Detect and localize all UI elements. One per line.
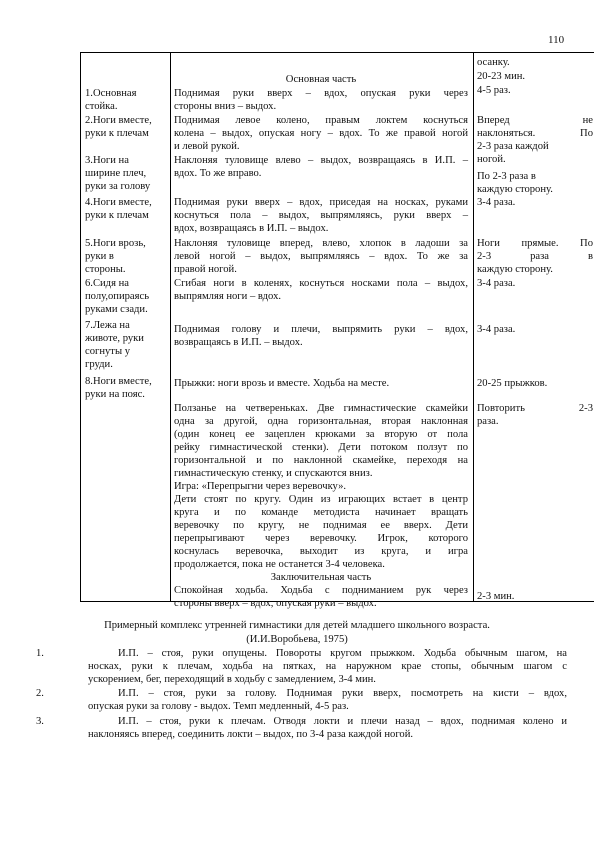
description-line: вдох, возвращаясь в И.П. – выдох. (174, 223, 329, 234)
dosage-line: каждую сторону. (477, 184, 553, 195)
description-line: вдох. То же вправо. (174, 168, 262, 179)
start-position-line: руки за голову (85, 181, 151, 192)
start-position-line: ширине плеч, (85, 168, 147, 179)
start-position-line: 7.Лежа на (85, 320, 130, 331)
dosage-line: 3-4 раза. (477, 278, 516, 289)
dosage-line: каждую сторону. (477, 264, 553, 275)
start-position-line: животе, руки (85, 333, 144, 344)
dosage-line: Вперед не (477, 115, 593, 126)
start-position-line: 2.Ноги вместе, (85, 115, 152, 126)
description-line: коснуться пола – выдох, выпрямляясь, руки вверх – (174, 210, 468, 221)
description-line: Спокойная ходьба. Ходьба с подниманием рук через (174, 585, 468, 596)
complex-author: (И.И.Воробьева, 1975) (246, 634, 348, 645)
description-line: горизонтальной и по наклонной скамейке, переходя на (174, 455, 468, 466)
dosage-line: наклоняться. По (477, 128, 593, 139)
table-divider-2 (473, 53, 474, 602)
section-header: Основная часть (285, 74, 357, 85)
dosage-line: ногой. (477, 154, 506, 165)
description-line: перепрыгивают через веревочку. Игрок, которого (174, 533, 468, 544)
item-line: носках, руки к плечам, ходьба на пятках, на наружном крае стопы, обычным шагом с (88, 661, 567, 672)
description-line: колена – выдох, опуская ногу – вдох. То же правой ногой (174, 128, 468, 139)
dosage-line: 20-25 прыжков. (477, 378, 548, 389)
dosage-line: осанку. (477, 57, 510, 68)
description-line: Игра: «Перепрыгни через веревочку». (174, 481, 347, 492)
description-line: рейку гимнастической стенки). Дети потоком ползут по (174, 442, 468, 453)
dosage-line: 20-23 мин. (477, 71, 526, 82)
start-position-line: стороны. (85, 264, 126, 275)
dosage-line: раза. (477, 416, 499, 427)
dosage-line: 2-3 раза каждой (477, 141, 549, 152)
start-position-line: груди. (85, 359, 113, 370)
description-line: Сгибая ноги в коленях, коснуться носками пола – выдох, (174, 278, 468, 289)
exercise-table (80, 52, 594, 602)
description-line: Поднимая руки вверх – вдох, опуская руки через (174, 88, 468, 99)
description-line: веревочку по кругу, не поднимая ее вверх. Дети (174, 520, 468, 531)
start-position-line: 4.Ноги вместе, (85, 197, 152, 208)
dosage-line: По 2-3 раза в (477, 171, 536, 182)
start-position-line: руками сзади. (85, 304, 148, 315)
item-line: наклоняясь вперед, соединить локти – выдох, по 3-4 раза каждой ногой. (88, 729, 414, 740)
description-line: и левой рукой. (174, 141, 240, 152)
description-line: продолжается, пока не останется 3-4 человека. (174, 559, 385, 570)
start-position-line: полу,опираясь (85, 291, 150, 302)
description-line: одна за другой, одна горизонтальная, вторая наклонная (174, 416, 468, 427)
item-number: 3. (36, 716, 44, 727)
item-number: 1. (36, 648, 44, 659)
item-line: ускорением, бег, переходящий в ходьбу с замедлением, 3-4 мин. (88, 674, 376, 685)
description-line: возвращаясь в И.П. – выдох. (174, 337, 303, 348)
item-line: И.П. – стоя, руки за голову. Поднимая руки вверх, посмотреть на кисти – вдох, (118, 688, 567, 699)
description-line: правой ногой. (174, 264, 237, 275)
item-line: И.П. – стоя, руки опущены. Повороты кругом прыжком. Ходьба обычным шагом, на (118, 648, 567, 659)
start-position-line: руки к плечам (85, 210, 149, 221)
page-number: 110 (548, 34, 565, 46)
dosage-line: 3-4 раза. (477, 197, 516, 208)
dosage-line: 2-3 мин. (477, 591, 515, 602)
start-position-line: 5.Ноги врозь, (85, 238, 146, 249)
description-line: гимнастическую стенку, и спускаются вниз. (174, 468, 373, 479)
description-line: Прыжки: ноги врозь и вместе. Ходьба на месте. (174, 378, 390, 389)
dosage-line: Ноги прямые. По (477, 238, 593, 249)
start-position-line: 8.Ноги вместе, (85, 376, 152, 387)
description-line: Наклоняя туловище вперед, влево, хлопок в ладоши за (174, 238, 468, 249)
start-position-line: 6.Сидя на (85, 278, 129, 289)
description-line: выпрямляя ноги – вдох. (174, 291, 282, 302)
start-position-line: стойка. (85, 101, 118, 112)
item-line: опуская руки за голову - выдох. Темп медленный, 4-5 раз. (88, 701, 349, 712)
dosage-line: 2-3 раза в (477, 251, 593, 262)
section-header: Заключительная часть (270, 572, 372, 583)
start-position-line: руки на пояс. (85, 389, 145, 400)
description-line: (один конец ее зацеплен крюками за вторую от пола (174, 429, 468, 440)
dosage-line: 3-4 раза. (477, 324, 516, 335)
table-divider-1 (170, 53, 171, 602)
item-line: И.П. – стоя, руки к плечам. Отводя локти и плечи назад – вдох, поднимая колено и (118, 716, 567, 727)
start-position-line: руки в (85, 251, 114, 262)
table-border-left (80, 53, 81, 602)
description-line: Ползанье на четвереньках. Две гимнастические скамейки (174, 403, 468, 414)
description-line: Поднимая руки вверх – вдох, приседая на носках, руками (174, 197, 468, 208)
description-line: круга и по команде методиста начинает вращать (174, 507, 468, 518)
start-position-line: руки к плечам (85, 128, 149, 139)
description-line: стороны вниз – выдох. (174, 101, 277, 112)
dosage-line: Повторить 2-3 (477, 403, 593, 414)
description-line: Поднимая голову и плечи, выпрямить руки – вдох, (174, 324, 468, 335)
start-position-line: 3.Ноги на (85, 155, 129, 166)
description-line: Поднимая левое колено, правым локтем коснуться (174, 115, 468, 126)
start-position-line: согнуты у (85, 346, 131, 357)
description-line: коснулась веревочка, выходит из круга, и игра (174, 546, 468, 557)
description-line: Дети стоят по кругу. Один из играющих встает в центр (174, 494, 468, 505)
description-line: Наклоняя туловище влево – выдох, возвращаясь в И.П. – (174, 155, 468, 166)
complex-title: Примерный комплекс утренней гимнастики для детей младшего школьного возраста. (104, 620, 490, 631)
item-number: 2. (36, 688, 44, 699)
description-line: левой ногой – выдох, выпрямляясь – вдох. То же за (174, 251, 468, 262)
start-position-line: 1.Основная (85, 88, 137, 99)
description-line: стороны вверх – вдох, опуская руки – выдох. (174, 598, 377, 609)
dosage-line: 4-5 раз. (477, 85, 511, 96)
